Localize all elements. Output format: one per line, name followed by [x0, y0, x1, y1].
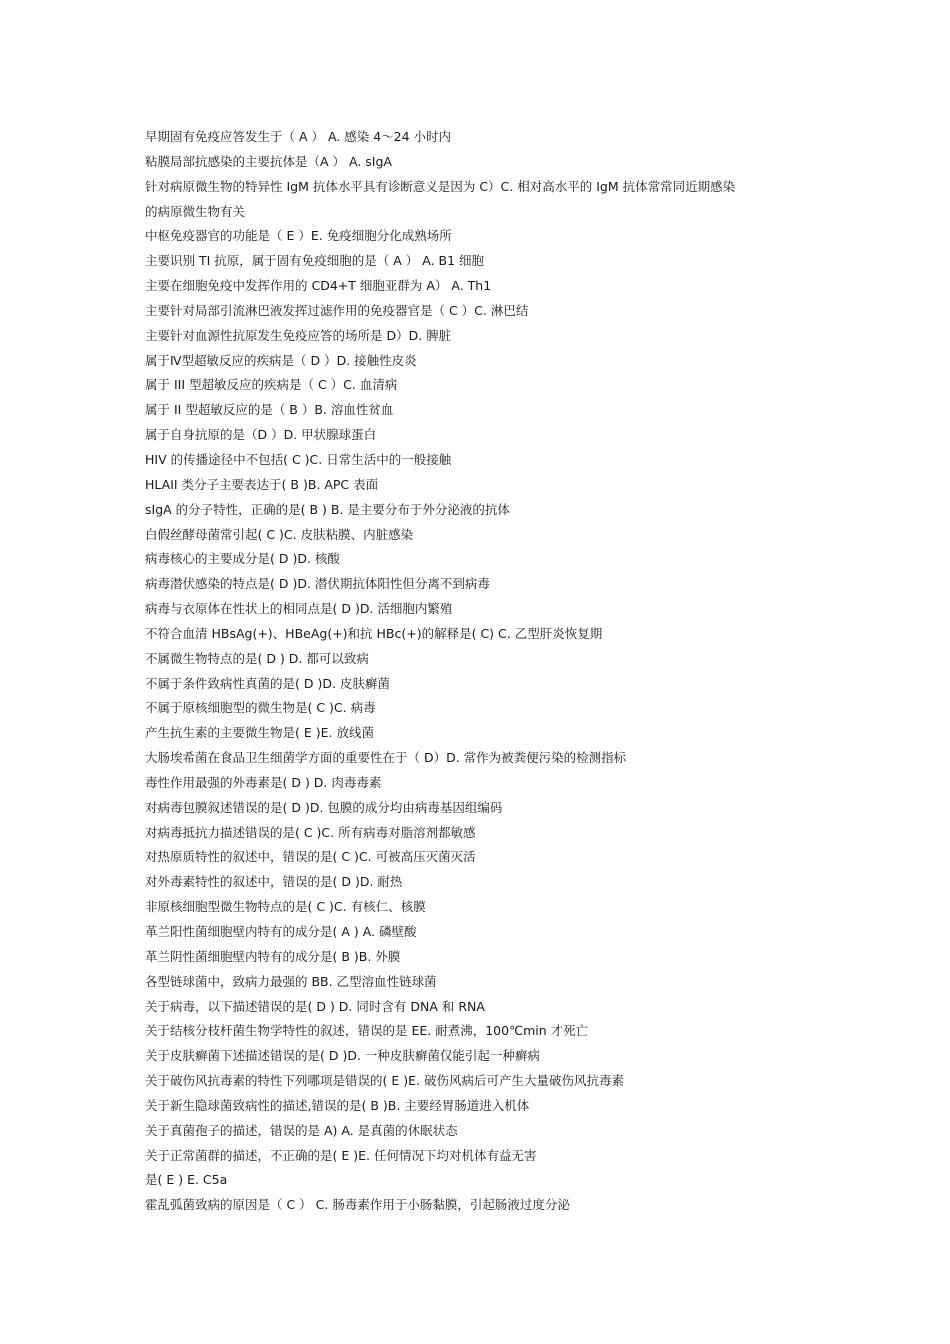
text-line: 大肠埃希菌在食品卫生细菌学方面的重要性在于（ D）D. 常作为被粪便污染的检测指标 [145, 750, 627, 766]
text-line: 对热原质特性的叙述中，错误的是( C )C. 可被高压灭菌灭活 [145, 849, 476, 865]
text-line: 对外毒素特性的叙述中，错误的是( D )D. 耐热 [145, 874, 403, 890]
text-line: 不属微生物特点的是( D ) D. 都可以致病 [145, 650, 369, 666]
question-list [145, 125, 825, 1218]
text-line: 各型链球菌中，致病力最强的 BB. 乙型溶血性链球菌 [145, 973, 437, 989]
text-line: 霍乱弧菌致病的原因是（ C ） C. 肠毒素作用于小肠黏膜，引起肠液过度分泌 [145, 1197, 570, 1213]
text-line: HLAII 类分子主要表达于( B )B. APC 表面 [145, 476, 379, 492]
text-line: 主要在细胞免疫中发挥作用的 CD4+T 细胞亚群为 A） A. Th1 [145, 278, 492, 294]
text-line: 不属于条件致病性真菌的是( D )D. 皮肤癣菌 [145, 675, 390, 691]
text-line: 对病毒包膜叙述错误的是( D )D. 包膜的成分均由病毒基因组编码 [145, 799, 503, 815]
text-line: 不符合血清 HBsAg(+)、HBeAg(+)和抗 HBc(+)的解释是( C) C. 乙型肝炎恢复期 [145, 625, 603, 641]
text-line: 关于病毒，以下描述错误的是( D ) D. 同时含有 DNA 和 RNA [145, 998, 485, 1014]
text-line: 产生抗生素的主要微生物是( E )E. 放线菌 [145, 725, 374, 741]
text-line: 是( E ) E. C5a [145, 1172, 228, 1188]
text-line: 主要识别 TI 抗原，属于固有免疫细胞的是（ A ） A. B1 细胞 [145, 253, 485, 269]
text-line: 中枢免疫器官的功能是（ E ）E. 免疫细胞分化成熟场所 [145, 228, 452, 244]
text-line: 关于新生隐球菌致病性的描述,错误的是( B )B. 主要经胃肠道进入机体 [145, 1097, 530, 1113]
text-line: 属于 III 型超敏反应的疾病是（ C ）C. 血清病 [145, 377, 398, 393]
text-line: 关于结核分枝杆菌生物学特性的叙述，错误的是 EE. 耐煮沸，100℃min 才死亡 [145, 1023, 589, 1039]
text-line: 粘膜局部抗感染的主要抗体是（A ） A. sIgA [145, 153, 392, 169]
text-line: 关于皮肤癣菌下述描述错误的是( D )D. 一种皮肤癣菌仅能引起一种癣病 [145, 1048, 540, 1064]
text-line: 病毒核心的主要成分是( D )D. 核酸 [145, 551, 340, 567]
text-line: 属于Ⅳ型超敏反应的疾病是（ D ）D. 接触性皮炎 [145, 352, 417, 368]
text-line: 的病原微生物有关 [145, 203, 246, 219]
text-line: 关于正常菌群的描述，不正确的是( E )E. 任何情况下均对机体有益无害 [145, 1147, 537, 1163]
text-line: 革兰阳性菌细胞壁内特有的成分是( A ) A. 磷壁酸 [145, 924, 417, 939]
text-line: 非原核细胞型微生物特点的是( C )C. 有核仁、核膜 [145, 899, 426, 915]
text-line: 关于真菌孢子的描述，错误的是 A) A. 是真菌的休眠状态 [145, 1122, 458, 1138]
text-line: 毒性作用最强的外毒素是( D ) D. 肉毒毒素 [145, 774, 382, 790]
text-line: 属于 II 型超敏反应的是（ B ）B. 溶血性贫血 [145, 402, 394, 418]
text-line: 不属于原核细胞型的微生物是( C )C. 病毒 [145, 700, 376, 716]
text-line: HIV 的传播途径中不包括( C )C. 日常生活中的一般接触 [145, 451, 452, 467]
text-line: 关于破伤风抗毒素的特性下列哪项是错误的( E )E. 破伤风病后可产生大量破伤风抗毒素 [145, 1073, 624, 1089]
text-line: sIgA 的分子特性，正确的是( B ) B. 是主要分布于外分泌液的抗体 [145, 501, 510, 517]
text-line: 属于自身抗原的是（D ）D. 甲状腺球蛋白 [145, 427, 377, 443]
text-line: 白假丝酵母菌常引起( C )C. 皮肤粘膜、内脏感染 [145, 526, 414, 542]
text-line: 针对病原微生物的特异性 IgM 抗体水平具有诊断意义是因为 C）C. 相对高水平的 IgM 抗体常常同近期感染 [145, 178, 736, 194]
text-line: 对病毒抵抗力描述错误的是( C )C. 所有病毒对脂溶剂都敏感 [145, 824, 476, 840]
text-line: 病毒与衣原体在性状上的相同点是( D )D. 活细胞内繁殖 [145, 601, 453, 617]
text-line: 主要针对局部引流淋巴液发挥过滤作用的免疫器官是（ C ）C. 淋巴结 [145, 302, 529, 318]
text-line: 主要针对血源性抗原发生免疫应答的场所是 D）D. 脾脏 [145, 327, 452, 343]
text-line: 革兰阴性菌细胞壁内特有的成分是( B )B. 外膜 [145, 948, 401, 964]
text-line: 早期固有免疫应答发生于（ A ） A. 感染 4～24 小时内 [145, 129, 452, 144]
text-line: 病毒潜伏感染的特点是( D )D. 潜伏期抗体阳性但分离不到病毒 [145, 576, 490, 592]
